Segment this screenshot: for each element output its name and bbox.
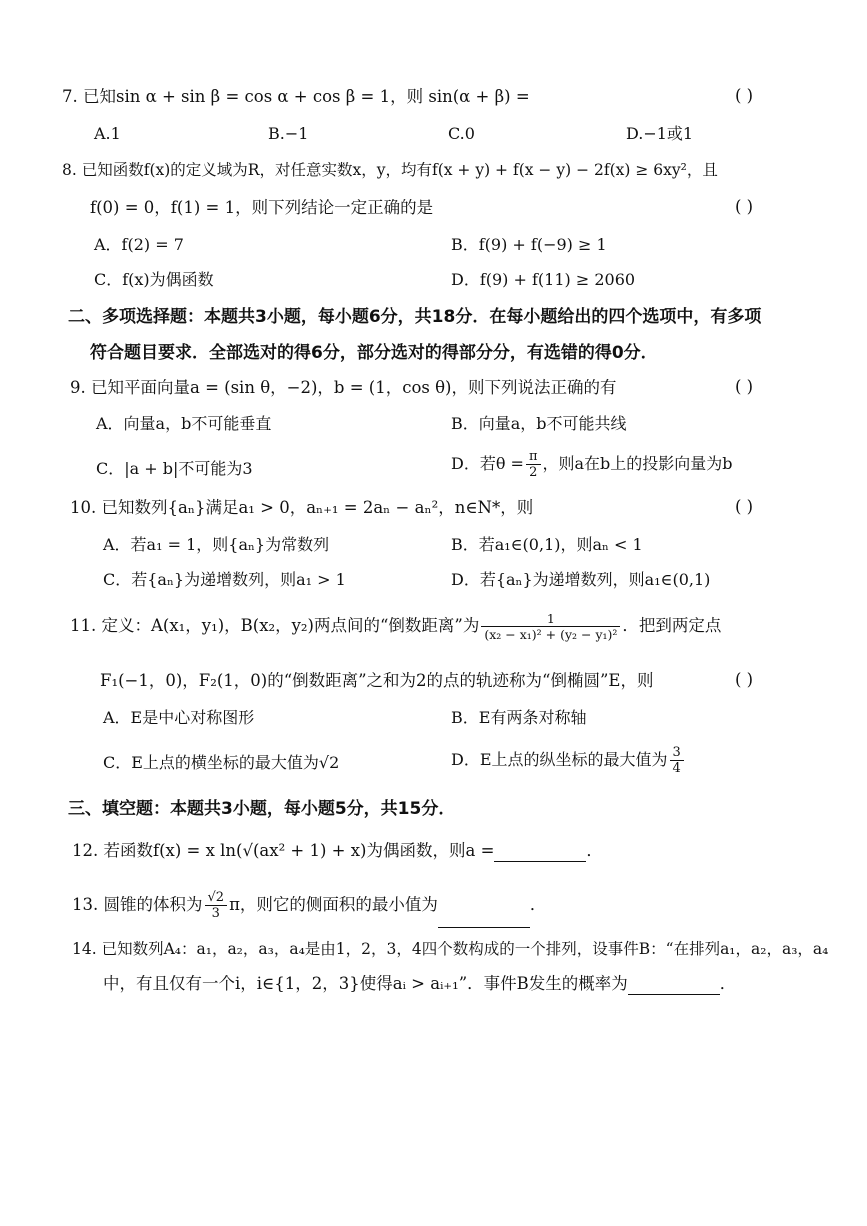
q7-stem: 7. 已知sin α + sin β = cos α + cos β = 1，则 sin(α + β) = xyxy=(62,87,530,106)
q11-option-a: A．E是中心对称图形 xyxy=(103,708,255,727)
q11-option-d xyxy=(451,740,686,780)
q9-answer-paren: ( ) xyxy=(735,377,754,396)
q11-option-d-fraction xyxy=(670,745,684,776)
q9-option-d-pre: D．若θ = xyxy=(451,454,524,473)
q12-stem: 12. 若函数f(x) = x ln(√(ax² + 1) + x)为偶函数，则a = xyxy=(72,841,495,860)
q9-option-c: C．|a + b|不可能为3 xyxy=(96,459,253,478)
q9-option-d-denominator: 2 xyxy=(529,465,538,480)
q11-stem-pre: 11. 定义：A(x₁，y₁)，B(x₂，y₂)两点间的“倒数距离”为 xyxy=(70,616,480,635)
q13-stem-pre: 13. 圆锥的体积为 xyxy=(72,895,203,914)
q14-answer-blank[interactable] xyxy=(628,978,720,995)
q11-fraction-denominator: (x₂ − x₁)² + (y₂ − y₁)² xyxy=(484,627,618,642)
q14-stem-line1: 14. 已知数列A₄：a₁，a₂，a₃，a₄是由1，2，3，4四个数构成的一个排列，设事件B：“在排列a₁，a₂，a₃，a₄ xyxy=(72,940,829,958)
q13-volume-fraction xyxy=(205,890,228,921)
q10-stem: 10. 已知数列{aₙ}满足a₁ > 0，aₙ₊₁ = 2aₙ − aₙ²，n∈N*，则 xyxy=(70,498,534,517)
q13-fraction-denominator: 3 xyxy=(211,906,220,921)
q7-option-d: D.−1或1 xyxy=(626,124,694,143)
q7-option-c: C.0 xyxy=(448,124,475,143)
q11-option-d-pre: D．E上点的纵坐标的最大值为 xyxy=(451,750,668,769)
q11-stem-post: ．把到两定点 xyxy=(622,616,722,635)
q11-option-d-denominator: 4 xyxy=(672,761,681,776)
q10-option-b: B．若a₁∈(0,1)，则aₙ < 1 xyxy=(451,535,643,554)
q11-option-c: C．E上点的横坐标的最大值为√2 xyxy=(103,753,340,772)
q13-answer-blank[interactable] xyxy=(438,911,530,928)
section2-heading-line1: 二、多项选择题：本题共3小题，每小题6分，共18分．在每小题给出的四个选项中，有多项 xyxy=(68,307,762,327)
q9-option-d-fraction xyxy=(526,449,541,480)
q10-option-a: A．若a₁ = 1，则{aₙ}为常数列 xyxy=(103,535,330,554)
q14-stem-line2: 中，有且仅有一个i，i∈{1，2，3}使得aᵢ > aᵢ₊₁”．事件B发生的概率为 xyxy=(103,974,628,993)
q11-answer-paren: ( ) xyxy=(735,670,754,689)
q9-option-b: B．向量a，b不可能共线 xyxy=(451,414,627,433)
q14-end: ． xyxy=(719,974,737,993)
q11-fraction-numerator: 1 xyxy=(481,611,620,627)
q12-end: ． xyxy=(586,841,603,860)
q8-stem-line1: 8. 已知函数f(x)的定义域为R，对任意实数x，y，均有f(x + y) + f(x − y) − 2f(x) ≥ 6xy²，且 xyxy=(62,161,718,179)
q14-line2 xyxy=(103,973,736,995)
q8-option-c: C．f(x)为偶函数 xyxy=(94,270,214,289)
q8-option-d: D．f(9) + f(11) ≥ 2060 xyxy=(451,270,636,289)
q13-fraction-numerator: √2 xyxy=(205,890,228,906)
q9-option-d xyxy=(451,444,733,484)
q11-option-d-numerator: 3 xyxy=(670,745,684,761)
q12-answer-blank[interactable] xyxy=(494,845,586,862)
q11-stem-line1 xyxy=(70,603,721,649)
q8-option-a: A．f(2) = 7 xyxy=(94,235,184,254)
q13-end: ． xyxy=(529,895,547,914)
q11-distance-fraction xyxy=(481,611,620,642)
q12-line xyxy=(72,840,603,862)
section3-heading: 三、填空题：本题共3小题，每小题5分，共15分． xyxy=(68,799,456,819)
q8-answer-paren: ( ) xyxy=(735,197,754,216)
q10-answer-paren: ( ) xyxy=(735,497,754,516)
q7-option-a: A.1 xyxy=(94,124,121,143)
q9-stem: 9. 已知平面向量a = (sin θ，−2)，b = (1，cos θ)，则下列说法正确的有 xyxy=(70,378,617,397)
q9-option-a: A．向量a，b不可能垂直 xyxy=(96,414,272,433)
q7-option-b: B.−1 xyxy=(268,124,309,143)
q8-stem-line2: f(0) = 0，f(1) = 1，则下列结论一定正确的是 xyxy=(90,198,434,217)
q13-line xyxy=(72,882,546,928)
q8-option-b: B．f(9) + f(−9) ≥ 1 xyxy=(451,235,607,254)
q11-stem-line2: F₁(−1，0)，F₂(1，0)的“倒数距离”之和为2的点的轨迹称为“倒椭圆”E，则 xyxy=(100,671,654,690)
q13-stem-post: π，则它的侧面积的最小值为 xyxy=(229,895,438,914)
q10-option-d: D．若{aₙ}为递增数列，则a₁∈(0,1) xyxy=(451,570,711,589)
q9-option-d-post: ，则a在b上的投影向量为b xyxy=(542,454,733,473)
q11-option-b: B．E有两条对称轴 xyxy=(451,708,587,727)
q9-option-d-numerator: π xyxy=(526,449,541,465)
q10-option-c: C．若{aₙ}为递增数列，则a₁ > 1 xyxy=(103,570,346,589)
q7-answer-paren: ( ) xyxy=(735,86,754,105)
section2-heading-line2: 符合题目要求．全部选对的得6分，部分选对的得部分分，有选错的得0分． xyxy=(90,343,658,363)
